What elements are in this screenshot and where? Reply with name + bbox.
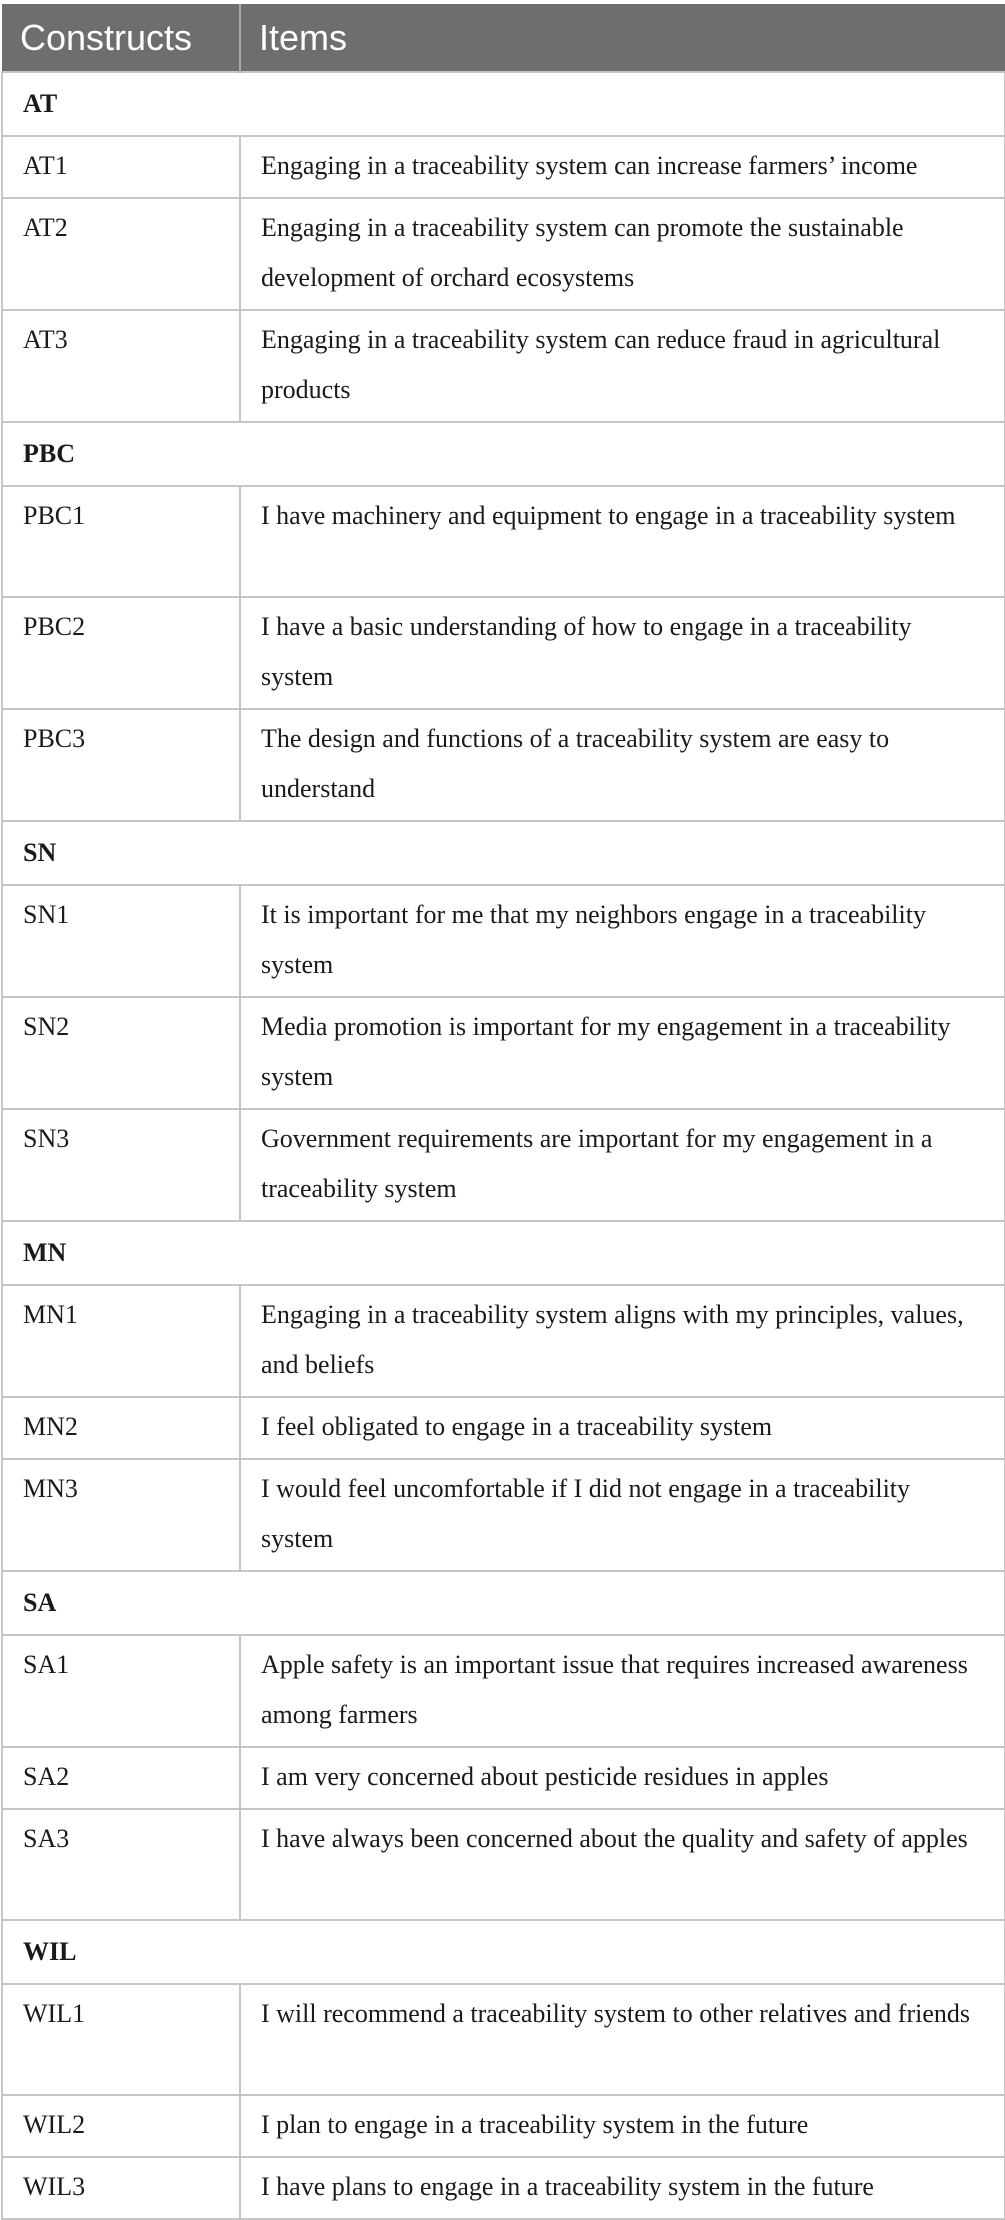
table-row [2,1984,1005,2095]
group-label: SN [2,821,1005,885]
table-row [2,1397,1005,1459]
table-row [2,136,1005,198]
table-row [2,1109,1005,1221]
header-items: Items [240,4,1005,72]
item-code: SN2 [2,997,240,1109]
item-code: SA3 [2,1809,240,1920]
constructs-items-table [1,4,1005,2220]
table-row [2,2095,1005,2157]
item-code: SN3 [2,1109,240,1221]
item-text: Apple safety is an important issue that requires increased awareness among farmers [240,1635,1005,1747]
group-label: WIL [2,1920,1005,1984]
item-code: AT3 [2,310,240,422]
item-text: It is important for me that my neighbors engage in a traceability system [240,885,1005,997]
item-code: MN1 [2,1285,240,1397]
group-row-mn [2,1221,1005,1285]
item-code: WIL3 [2,2157,240,2219]
item-code: PBC1 [2,486,240,597]
item-text: I have plans to engage in a traceability system in the future [240,2157,1005,2219]
table-row [2,2157,1005,2219]
table-row [2,1635,1005,1747]
table-row [2,1459,1005,1571]
item-text: Engaging in a traceability system can increase farmers’ income [240,136,1005,198]
group-label: SA [2,1571,1005,1635]
item-code: PBC3 [2,709,240,821]
item-code: SA1 [2,1635,240,1747]
item-text: Engaging in a traceability system can promote the sustainable development of orchard ecosystems [240,198,1005,310]
group-label: AT [2,72,1005,136]
item-text: The design and functions of a traceability system are easy to understand [240,709,1005,821]
item-text: I have always been concerned about the quality and safety of apples [240,1809,1005,1920]
item-text: Engaging in a traceability system aligns with my principles, values, and beliefs [240,1285,1005,1397]
group-row-wil [2,1920,1005,1984]
table-row [2,597,1005,709]
item-text: Media promotion is important for my engagement in a traceability system [240,997,1005,1109]
item-code: MN2 [2,1397,240,1459]
item-text: I plan to engage in a traceability system in the future [240,2095,1005,2157]
item-text: I have machinery and equipment to engage in a traceability system [240,486,1005,597]
header-constructs: Constructs [2,4,240,72]
table-row [2,198,1005,310]
item-code: AT2 [2,198,240,310]
group-row-pbc [2,422,1005,486]
table-row [2,885,1005,997]
group-label: PBC [2,422,1005,486]
group-row-at [2,72,1005,136]
item-text: Engaging in a traceability system can reduce fraud in agricultural products [240,310,1005,422]
table-row [2,486,1005,597]
item-text: I would feel uncomfortable if I did not engage in a traceability system [240,1459,1005,1571]
table-row [2,1285,1005,1397]
table-header-row [2,4,1005,72]
table-row [2,709,1005,821]
table-row [2,310,1005,422]
item-code: SA2 [2,1747,240,1809]
item-code: WIL1 [2,1984,240,2095]
group-row-sn [2,821,1005,885]
item-text: I feel obligated to engage in a traceability system [240,1397,1005,1459]
table-row [2,997,1005,1109]
item-code: SN1 [2,885,240,997]
table-row [2,1747,1005,1809]
item-text: I am very concerned about pesticide residues in apples [240,1747,1005,1809]
item-text: I will recommend a traceability system to other relatives and friends [240,1984,1005,2095]
item-code: MN3 [2,1459,240,1571]
item-code: AT1 [2,136,240,198]
item-text: Government requirements are important for my engagement in a traceability system [240,1109,1005,1221]
group-label: MN [2,1221,1005,1285]
item-code: PBC2 [2,597,240,709]
table-row [2,1809,1005,1920]
group-row-sa [2,1571,1005,1635]
item-code: WIL2 [2,2095,240,2157]
item-text: I have a basic understanding of how to engage in a traceability system [240,597,1005,709]
